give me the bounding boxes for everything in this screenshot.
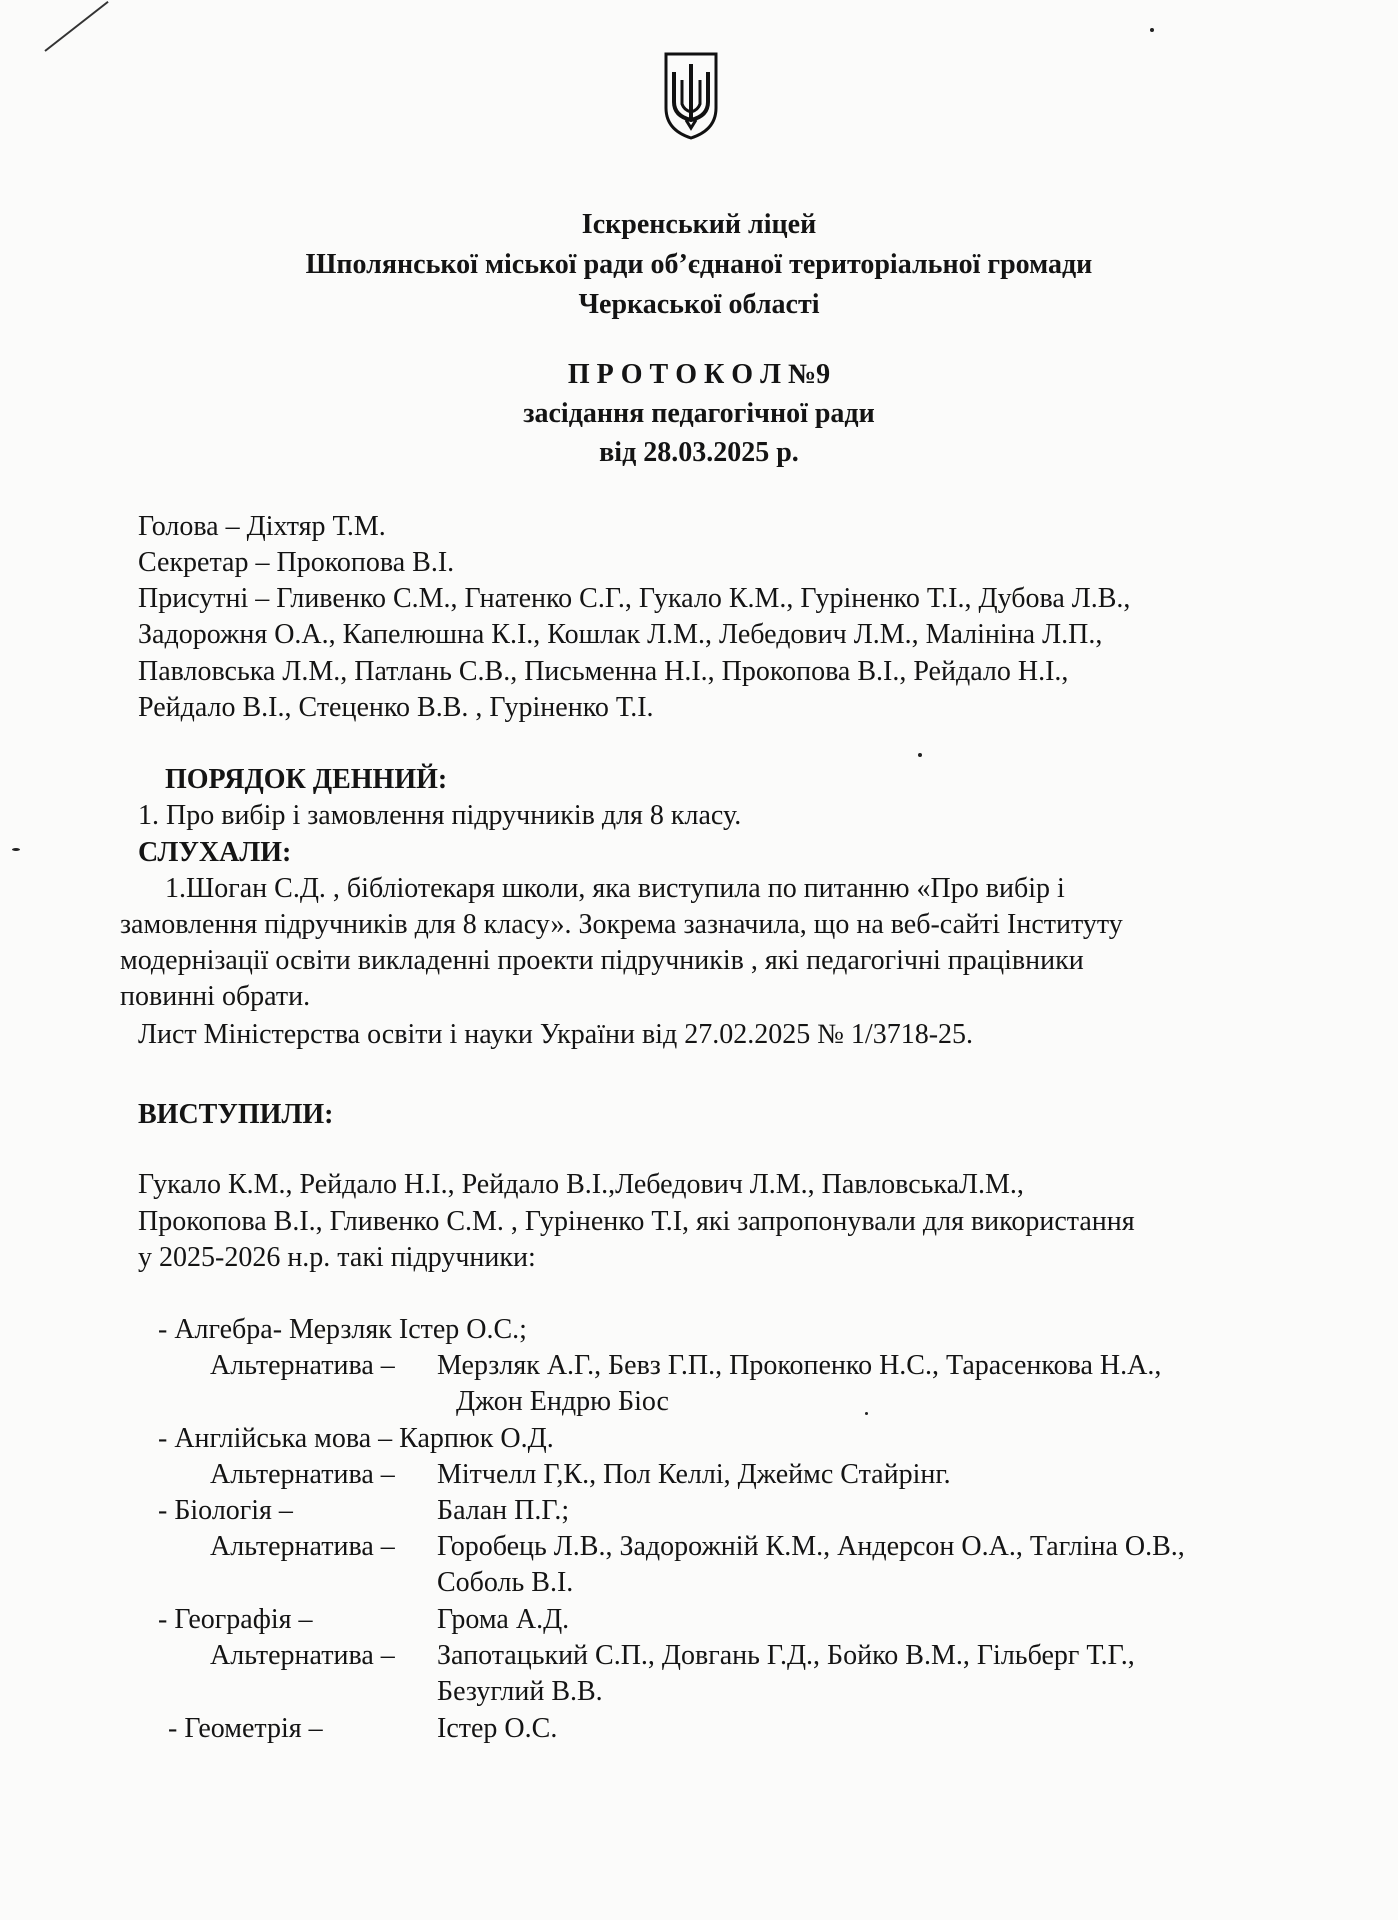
- ministry-letter: Лист Міністерства освіти і науки України від 27.02.2025 № 1/3718-25.: [138, 1019, 974, 1050]
- pen-mark: [44, 1, 108, 52]
- council-name: Шполянської міської ради об’єднаної територіальної громади: [305, 249, 1093, 280]
- school-name: Іскренський ліцей: [581, 209, 817, 240]
- textbook-algebra: - Алгебра- Мерзляк Істер О.С.;: [158, 1314, 527, 1345]
- paper-speck: [12, 848, 20, 851]
- biology-label: - Біологія –: [158, 1495, 293, 1526]
- english-alt-authors: Мітчелл Г,К., Пол Келлі, Джеймс Стайрінг.: [437, 1459, 951, 1490]
- algebra-alt-authors: Мерзляк А.Г., Бевз Г.П., Прокопенко Н.С., Тарасенкова Н.А.,: [437, 1350, 1162, 1381]
- paper-speck: [865, 1412, 868, 1415]
- present-line: Рейдало В.І., Стеценко В.В. , Гуріненко Т.І.: [138, 692, 654, 723]
- geography-label: - Географія –: [158, 1604, 313, 1635]
- geometry-label: - Геометрія –: [168, 1713, 323, 1744]
- heard-line: повинні обрати.: [120, 981, 311, 1012]
- secretary-line: Секретар – Прокопова В.І.: [138, 547, 455, 578]
- heard-heading: СЛУХАЛИ:: [138, 837, 292, 868]
- heard-line: 1.Шоган С.Д. , бібліотекаря школи, яка виступила по питанню «Про вибір і: [165, 873, 1065, 904]
- protocol-subtitle: засідання педагогічної ради: [523, 398, 875, 429]
- biology-alt-authors: Горобець Л.В., Задорожній К.М., Андерсон О.А., Тагліна О.В.,: [437, 1531, 1185, 1562]
- heard-line: модернізації освіти викладенні проекти підручників , які педагогічні працівники: [120, 945, 1084, 976]
- biology-value: Балан П.Г.;: [437, 1495, 570, 1526]
- protocol-date: від 28.03.2025 р.: [599, 437, 799, 468]
- protocol-title: П Р О Т О К О Л №9: [567, 359, 831, 390]
- heard-line: замовлення підручників для 8 класу». Зокрема зазначила, що на веб-сайті Інституту: [120, 909, 1123, 940]
- biology-alt-label: Альтернатива –: [210, 1531, 395, 1562]
- textbook-english: - Англійська мова – Карпюк О.Д.: [158, 1423, 554, 1454]
- spoke-line: Прокопова В.І., Гливенко С.М. , Гуріненко Т.І, які запропонували для використання: [138, 1206, 1135, 1237]
- geography-alt-authors: Запотацький С.П., Довгань Г.Д., Бойко В.М., Гільберг Т.Г.,: [437, 1640, 1135, 1671]
- spoke-line: у 2025-2026 н.р. такі підручники:: [138, 1242, 536, 1273]
- paper-speck: [1150, 28, 1154, 32]
- geometry-value: Істер О.С.: [437, 1713, 558, 1744]
- spoke-line: Гукало К.М., Рейдало Н.І., Рейдало В.І.,Лебедович Л.М., ПавловськаЛ.М.,: [138, 1169, 1024, 1200]
- geography-alt-authors: Безуглий В.В.: [437, 1676, 603, 1707]
- paper-speck: [918, 753, 922, 757]
- agenda-item: 1. Про вибір і замовлення підручників для 8 класу.: [138, 800, 742, 831]
- present-line: Присутні – Гливенко С.М., Гнатенко С.Г., Гукало К.М., Гуріненко Т.І., Дубова Л.В.,: [138, 583, 1131, 614]
- geography-value: Грома А.Д.: [437, 1604, 570, 1635]
- spoke-heading: ВИСТУПИЛИ:: [138, 1099, 334, 1130]
- chair-line: Голова – Діхтяр Т.М.: [138, 511, 386, 542]
- coat-of-arms-emblem: [662, 50, 720, 142]
- geography-alt-label: Альтернатива –: [210, 1640, 395, 1671]
- biology-alt-authors: Соболь В.І.: [437, 1567, 574, 1598]
- present-line: Задорожня О.А., Капелюшна К.І., Кошлак Л.М., Лебедович Л.М., Малініна Л.П.,: [138, 619, 1103, 650]
- agenda-heading: ПОРЯДОК ДЕННИЙ:: [165, 764, 448, 795]
- region-name: Черкаської області: [578, 289, 820, 320]
- algebra-alt-label: Альтернатива –: [210, 1350, 395, 1381]
- algebra-alt-authors: Джон Ендрю Біос: [456, 1386, 669, 1417]
- present-line: Павловська Л.М., Патлань С.В., Письменна Н.І., Прокопова В.І., Рейдало Н.І.,: [138, 656, 1069, 687]
- english-alt-label: Альтернатива –: [210, 1459, 395, 1490]
